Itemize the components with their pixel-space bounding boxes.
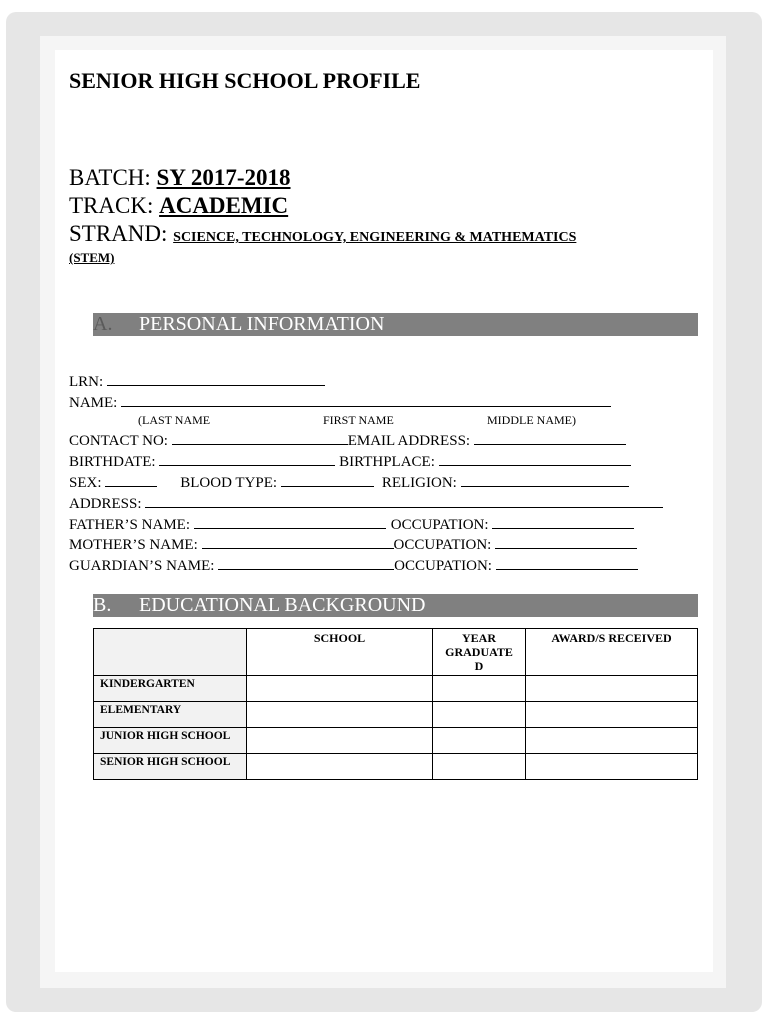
- year-header-line-3: D: [474, 659, 484, 673]
- lrn-label: LRN:: [69, 374, 107, 390]
- batch-label: BATCH:: [69, 165, 157, 190]
- father-name-label: FATHER’S NAME:: [69, 517, 194, 533]
- table-row: [94, 728, 698, 754]
- level-senior-high: SENIOR HIGH SCHOOL: [94, 754, 247, 780]
- first-name-hint: FIRST NAME: [323, 413, 394, 427]
- birthdate-label: BIRTHDATE:: [69, 454, 160, 470]
- document-page: [55, 50, 713, 972]
- level-junior-high: JUNIOR HIGH SCHOOL: [94, 728, 247, 754]
- table-header-awards: AWARD/S RECEIVED: [526, 629, 698, 676]
- blood-type-field[interactable]: [281, 473, 374, 487]
- awards-cell[interactable]: [526, 676, 698, 702]
- guardian-name-label: GUARDIAN’S NAME:: [69, 558, 219, 574]
- batch-line: [69, 165, 291, 191]
- name-row: [69, 393, 611, 412]
- mother-row: [69, 535, 637, 554]
- contact-field[interactable]: [172, 431, 348, 445]
- sex-field[interactable]: [105, 473, 157, 487]
- educational-background-table: [93, 628, 698, 780]
- lrn-row: [69, 372, 325, 391]
- section-a-letter: A.: [93, 313, 113, 335]
- birthdate-field[interactable]: [159, 452, 335, 466]
- section-b-title: EDUCATIONAL BACKGROUND: [139, 594, 426, 616]
- track-line: [69, 193, 288, 219]
- school-cell[interactable]: [247, 754, 433, 780]
- section-b-header: [93, 594, 698, 617]
- sex-label: SEX:: [69, 475, 106, 491]
- father-occupation-field[interactable]: [492, 515, 634, 529]
- guardian-row: [69, 556, 638, 575]
- school-cell[interactable]: [247, 676, 433, 702]
- strand-label: STRAND:: [69, 221, 174, 246]
- table-row: [94, 702, 698, 728]
- birth-row: [69, 452, 631, 471]
- table-header-row: [94, 629, 698, 676]
- batch-value: SY 2017-2018: [156, 165, 291, 190]
- table-header-level: [94, 629, 247, 676]
- guardian-occupation-field[interactable]: [496, 556, 638, 570]
- table-row: [94, 676, 698, 702]
- section-a-title: PERSONAL INFORMATION: [139, 313, 385, 335]
- address-row: [69, 494, 663, 513]
- track-value: ACADEMIC: [159, 193, 289, 218]
- address-label: ADDRESS:: [69, 496, 146, 512]
- year-cell[interactable]: [433, 702, 526, 728]
- name-field[interactable]: [121, 393, 611, 407]
- level-kindergarten: KINDERGARTEN: [94, 676, 247, 702]
- father-occupation-label: OCCUPATION:: [390, 517, 493, 533]
- last-name-hint: (LAST NAME: [138, 413, 211, 427]
- address-field[interactable]: [145, 494, 663, 508]
- table-header-year-graduated: [433, 629, 526, 676]
- contact-row: [69, 431, 626, 450]
- year-header-line-2: GRADUATE: [445, 645, 513, 659]
- year-cell[interactable]: [433, 676, 526, 702]
- track-label: TRACK:: [69, 193, 160, 218]
- level-elementary: ELEMENTARY: [94, 702, 247, 728]
- religion-field[interactable]: [461, 473, 629, 487]
- mother-occupation-field[interactable]: [495, 535, 637, 549]
- year-cell[interactable]: [433, 728, 526, 754]
- awards-cell[interactable]: [526, 728, 698, 754]
- middle-name-hint: MIDDLE NAME): [487, 413, 576, 427]
- awards-cell[interactable]: [526, 754, 698, 780]
- father-name-field[interactable]: [194, 515, 386, 529]
- year-header-line-1: YEAR: [461, 631, 496, 645]
- strand-line: [69, 221, 576, 247]
- email-label: EMAIL ADDRESS:: [347, 433, 474, 449]
- awards-cell[interactable]: [526, 702, 698, 728]
- blood-type-label: BLOOD TYPE:: [180, 475, 281, 491]
- section-b-letter: B.: [93, 594, 112, 616]
- mother-name-field[interactable]: [202, 535, 394, 549]
- table-header-school: SCHOOL: [247, 629, 433, 676]
- lrn-field[interactable]: [107, 372, 325, 386]
- table-row: [94, 754, 698, 780]
- mother-name-label: MOTHER’S NAME:: [69, 537, 202, 553]
- school-cell[interactable]: [247, 728, 433, 754]
- contact-label: CONTACT NO:: [69, 433, 172, 449]
- name-label: NAME:: [69, 395, 122, 411]
- birthplace-field[interactable]: [439, 452, 631, 466]
- religion-label: RELIGION:: [381, 475, 461, 491]
- strand-value: SCIENCE, TECHNOLOGY, ENGINEERING & MATHEMATICS: [173, 230, 577, 245]
- mother-occupation-label: OCCUPATION:: [393, 537, 496, 553]
- guardian-name-field[interactable]: [218, 556, 394, 570]
- strand-value-continued: (STEM): [69, 250, 115, 265]
- section-a-header: [93, 313, 698, 336]
- father-row: [69, 515, 634, 534]
- birthplace-label: BIRTHPLACE:: [335, 454, 439, 470]
- school-cell[interactable]: [247, 702, 433, 728]
- year-cell[interactable]: [433, 754, 526, 780]
- document-title: SENIOR HIGH SCHOOL PROFILE: [69, 68, 421, 93]
- guardian-occupation-label: OCCUPATION:: [394, 558, 496, 574]
- email-field[interactable]: [474, 431, 626, 445]
- sex-row: [69, 473, 629, 492]
